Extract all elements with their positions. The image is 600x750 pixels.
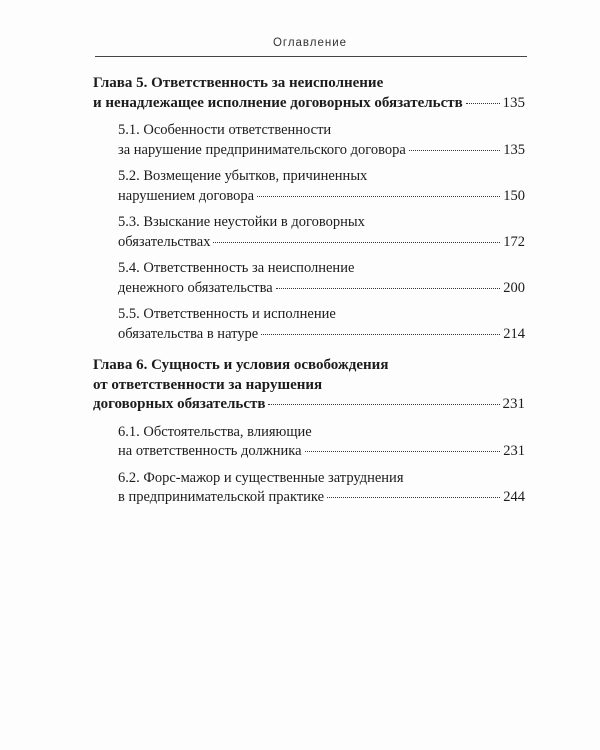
dot-leader [257, 196, 500, 197]
toc-chapter-6[interactable] [93, 356, 525, 415]
toc-entry-line: обязательствах [118, 233, 211, 250]
toc-section-6-2[interactable] [93, 469, 525, 508]
dot-leader [213, 242, 500, 243]
toc-entry-line: 5.3. Взыскание неустойки в договорных [118, 214, 365, 230]
toc-entry-line: и ненадлежащее исполнение договорных обязательств [93, 94, 463, 111]
toc-entry-line: на ответственность должника [118, 443, 302, 459]
page-number: 172 [503, 233, 525, 250]
toc-entry-last-line [118, 279, 525, 299]
running-head-title: Оглавление [272, 37, 348, 49]
dot-leader [276, 288, 501, 289]
toc-entry-line: Глава 5. Ответственность за неисполнение [93, 75, 384, 91]
dot-leader [268, 404, 499, 405]
toc-entry-line: договорных обязательств [93, 396, 266, 412]
toc-entry-line: Глава 6. Сущность и условия освобождения [93, 357, 389, 373]
toc-entry-last-line [93, 94, 525, 114]
toc-entry-line: денежного обязательства [118, 279, 273, 296]
toc-entry-last-line [118, 488, 525, 508]
toc-entry-last-line [118, 325, 525, 345]
table-of-contents [93, 74, 525, 508]
toc-entry-line: 5.1. Особенности ответственности [118, 122, 332, 138]
header-rule [95, 56, 527, 57]
toc-section-5-4[interactable] [93, 259, 525, 298]
toc-entry-line: обязательства в натуре [118, 325, 259, 342]
page-number: 231 [502, 396, 525, 412]
dot-leader [327, 497, 500, 498]
page-number: 244 [503, 489, 525, 505]
toc-section-5-3[interactable] [93, 213, 525, 252]
toc-entry-line: нарушением договора [118, 187, 255, 204]
dot-leader [261, 334, 500, 335]
toc-entry-last-line [93, 395, 525, 415]
dot-leader [466, 103, 500, 104]
toc-entry-line: 5.4. Ответственность за неисполнение [118, 260, 355, 276]
page-number: 135 [503, 141, 525, 158]
toc-entry-line: 6.1. Обстоятельства, влияющие [118, 423, 312, 440]
page-number: 214 [503, 325, 525, 342]
toc-entry-line: 5.2. Возмещение убытков, причиненных [118, 168, 368, 184]
page-number: 231 [503, 443, 525, 459]
page-number: 150 [503, 187, 525, 204]
toc-section-5-5[interactable] [93, 305, 525, 344]
toc-entry-line: 6.2. Форс-мажор и существенные затруднения [118, 469, 404, 486]
toc-entry-line: за нарушение предпринимательского договора [118, 141, 406, 158]
toc-entry-last-line [118, 187, 525, 207]
dot-leader [305, 451, 501, 452]
toc-section-5-2[interactable] [93, 167, 525, 206]
toc-entry-line: от ответственности за нарушения [93, 376, 323, 393]
toc-entry-last-line [118, 442, 525, 462]
page-number: 200 [503, 279, 525, 296]
toc-section-5-1[interactable] [93, 121, 525, 160]
toc-section-6-1[interactable] [93, 423, 525, 462]
toc-chapter-5[interactable] [93, 74, 525, 113]
page-number: 135 [502, 94, 525, 111]
toc-entry-line: в предпринимательской практике [118, 489, 325, 505]
toc-entry-line: 5.5. Ответственность и исполнение [118, 306, 336, 322]
toc-entry-last-line [118, 141, 525, 161]
dot-leader [409, 150, 500, 151]
toc-entry-last-line [118, 233, 525, 253]
